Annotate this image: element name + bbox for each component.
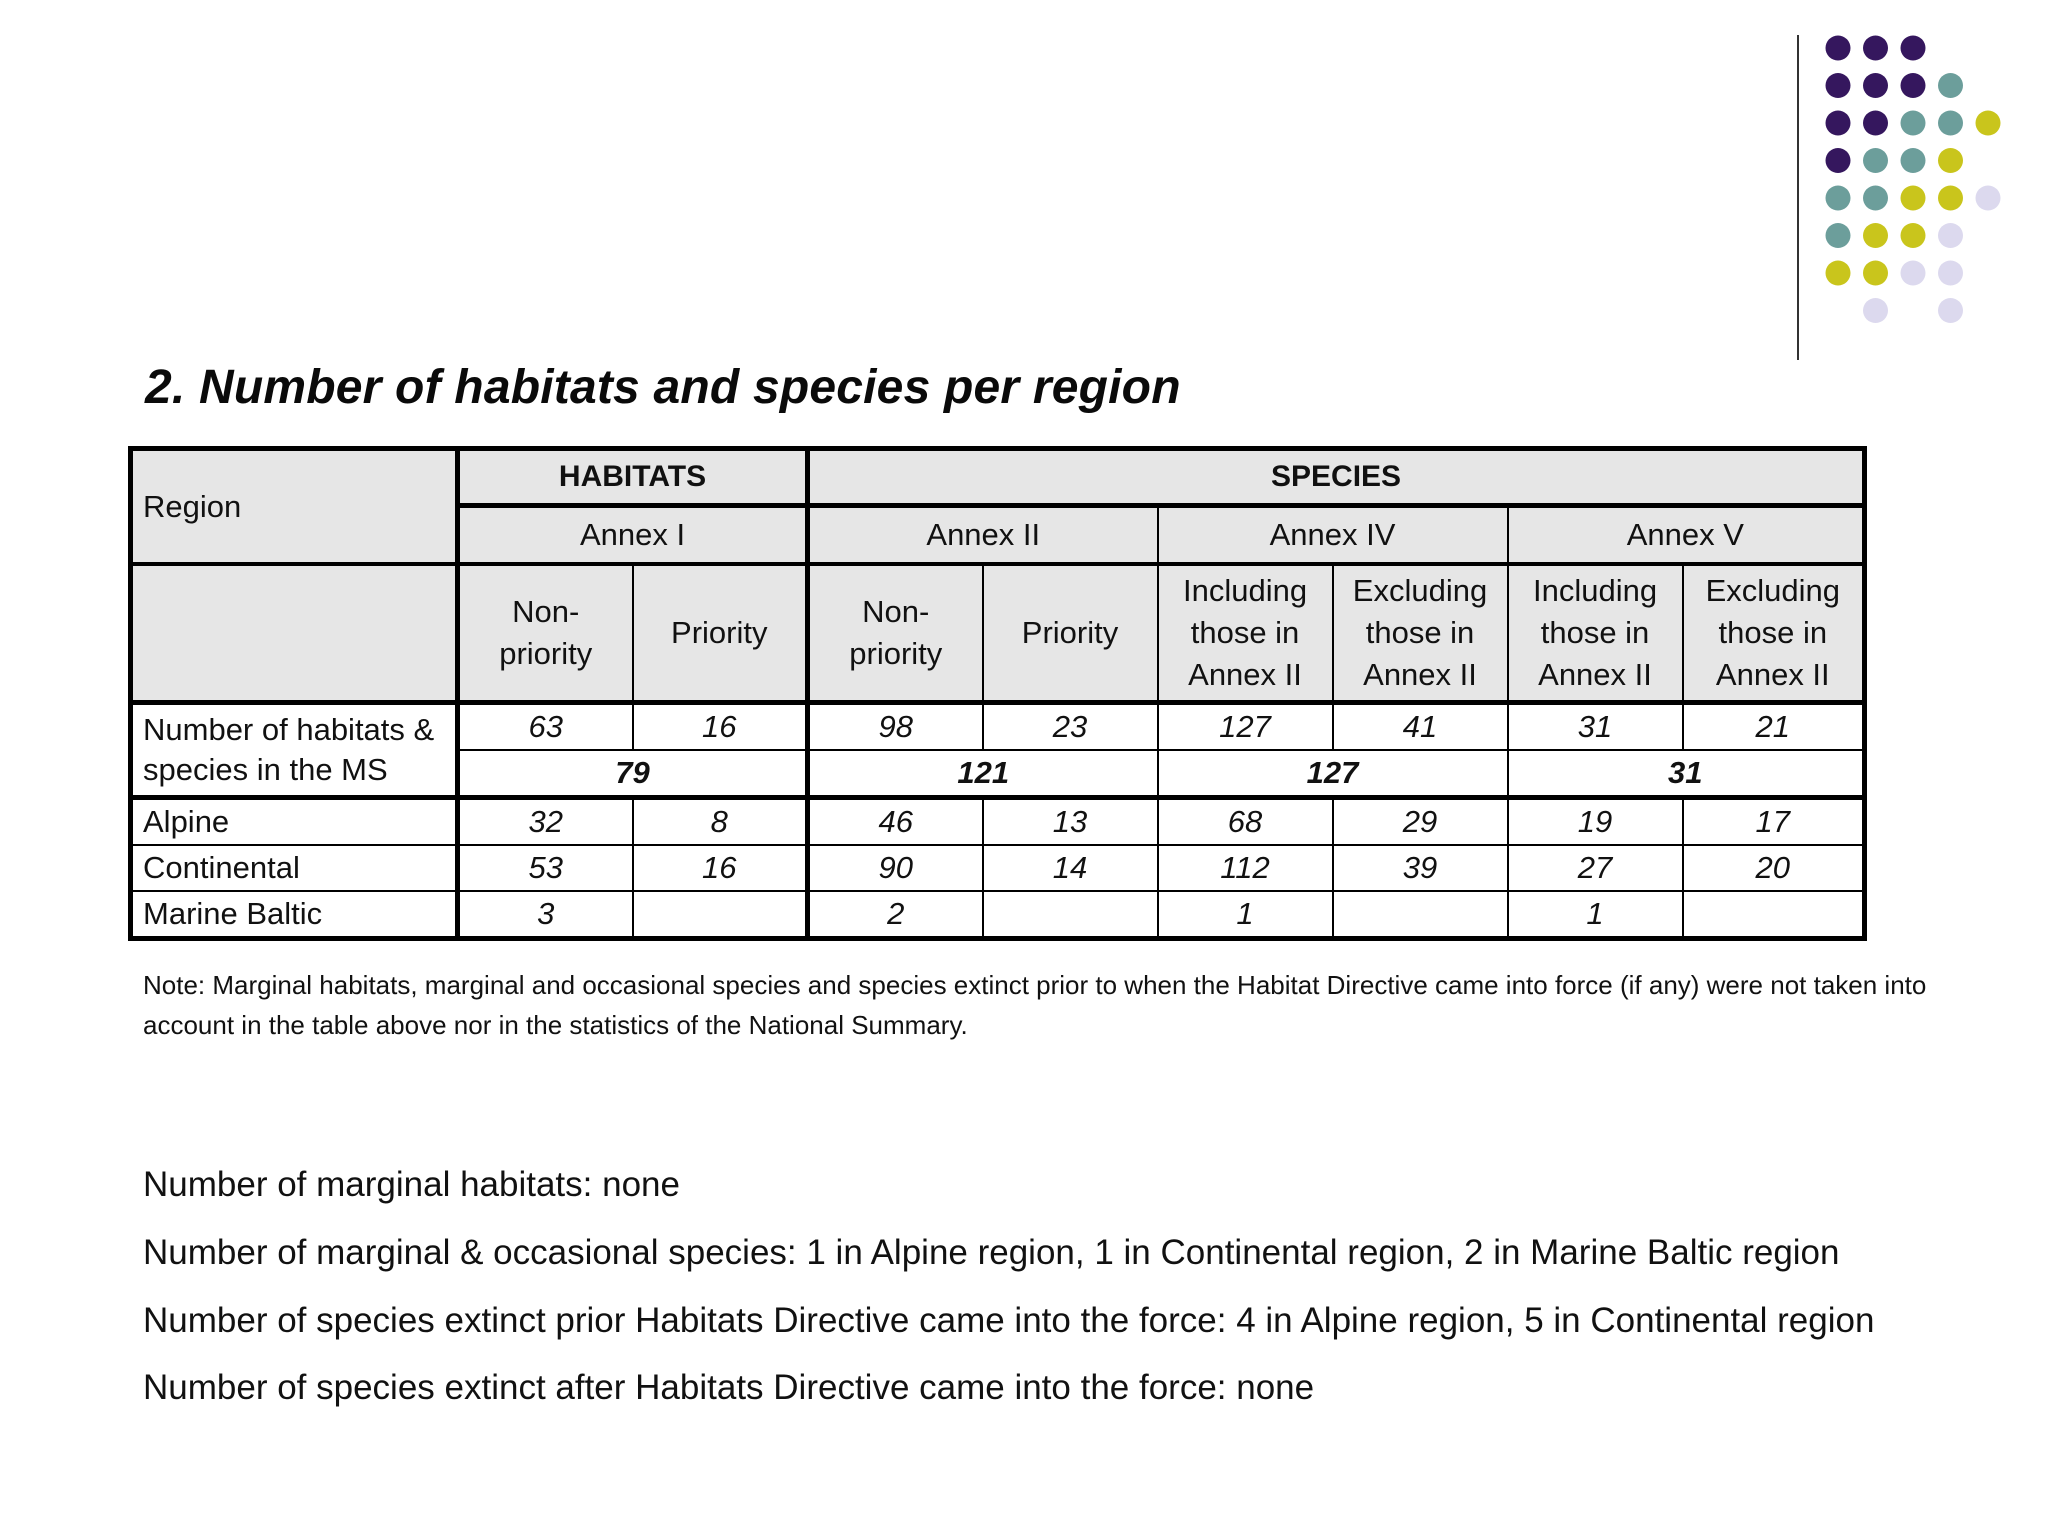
decorative-dot	[1901, 261, 1926, 286]
table-cell: 16	[633, 703, 808, 751]
decorative-dot	[1938, 148, 1963, 173]
decorative-dot	[1826, 73, 1851, 98]
table-cell	[1683, 891, 1865, 939]
table-cell: 13	[983, 798, 1158, 846]
summary-line-marginal-species: Number of marginal & occasional species: 1 in Alpine region, 1 in Continental region, 2 in Marine Baltic region	[143, 1233, 1840, 1272]
decorative-dot	[1938, 111, 1963, 136]
table-cell: 29	[1333, 798, 1508, 846]
sub-header-text: those in	[1718, 615, 1828, 650]
ms-row-label	[131, 703, 458, 798]
decorative-dot	[1863, 186, 1888, 211]
annex-header: Annex I	[458, 506, 808, 565]
sub-header-text: Annex II	[1188, 657, 1302, 692]
decorative-dot	[1863, 73, 1888, 98]
sub-header-excluding	[1683, 564, 1865, 703]
table-cell: 19	[1508, 798, 1683, 846]
table-cell: 39	[1333, 845, 1508, 891]
annex-header: Annex IV	[1158, 506, 1508, 565]
decorative-dot	[1938, 73, 1963, 98]
table-cell: 8	[633, 798, 808, 846]
ms-label-text: species in the MS	[143, 752, 388, 787]
total-cell: 127	[1158, 750, 1508, 798]
table-cell: 32	[458, 798, 633, 846]
sub-header-including	[1508, 564, 1683, 703]
table-cell: 127	[1158, 703, 1333, 751]
total-cell: 79	[458, 750, 808, 798]
table-row	[131, 798, 1865, 846]
decorative-dot	[1901, 111, 1926, 136]
table-cell	[633, 891, 808, 939]
sub-header-text: Annex II	[1363, 657, 1477, 692]
table-cell: 63	[458, 703, 633, 751]
sub-header-text: Non-	[862, 594, 930, 629]
table-cell: 3	[458, 891, 633, 939]
decorative-dot	[1938, 298, 1963, 323]
decorative-dot	[1938, 186, 1963, 211]
sub-header-text: Including	[1182, 573, 1308, 608]
decorative-dot-grid	[0, 0, 2048, 340]
sub-header-text: Annex II	[1715, 657, 1830, 692]
table-cell	[1333, 891, 1508, 939]
table-cell: 112	[1158, 845, 1333, 891]
table-note: Note: Marginal habitats, marginal and occasional species and species extinct prior to when the Habitat Directive came into force (if any) were not taken into account in the table above nor in the statistics of the National Summary.	[143, 970, 1927, 1040]
sub-header-text: priority	[849, 636, 943, 671]
sub-header-text: Annex II	[1538, 657, 1652, 692]
decorative-dot	[1826, 148, 1851, 173]
sub-header-priority: Priority	[633, 564, 808, 703]
decorative-dot	[1863, 223, 1888, 248]
species-header: SPECIES	[808, 449, 1865, 506]
table-cell: 27	[1508, 845, 1683, 891]
annex-header: Annex II	[808, 506, 1158, 565]
decorative-dot	[1901, 148, 1926, 173]
decorative-dot	[1901, 36, 1926, 61]
sub-header-text: those in	[1540, 615, 1650, 650]
summary-line-marginal-habitats: Number of marginal habitats: none	[143, 1165, 680, 1204]
decorative-dot	[1863, 36, 1888, 61]
sub-header-text: Including	[1532, 573, 1658, 608]
summary-line-extinct-after: Number of species extinct after Habitats Directive came into the force: none	[143, 1368, 1315, 1407]
decorative-dot	[1826, 223, 1851, 248]
row-label: Marine Baltic	[131, 891, 458, 939]
sub-header-non-priority	[808, 564, 983, 703]
decorative-dot	[1901, 223, 1926, 248]
decorative-dot	[1976, 111, 2001, 136]
row-label: Continental	[131, 845, 458, 891]
table-cell: 20	[1683, 845, 1865, 891]
sub-header-non-priority	[458, 564, 633, 703]
table-cell: 21	[1683, 703, 1865, 751]
sub-header-text: Excluding	[1705, 573, 1840, 608]
sub-header-text: those in	[1190, 615, 1300, 650]
empty-header-cell	[131, 564, 458, 703]
decorative-dot	[1901, 186, 1926, 211]
table-cell	[983, 891, 1158, 939]
table-cell: 14	[983, 845, 1158, 891]
table-cell: 41	[1333, 703, 1508, 751]
table-cell: 16	[633, 845, 808, 891]
decorative-dot	[1863, 261, 1888, 286]
decorative-dot	[1976, 186, 2001, 211]
sub-header-text: those in	[1365, 615, 1475, 650]
table-cell: 1	[1508, 891, 1683, 939]
total-cell: 121	[808, 750, 1158, 798]
decorative-dot	[1863, 111, 1888, 136]
habitats-header: HABITATS	[458, 449, 808, 506]
annex-header: Annex V	[1508, 506, 1865, 565]
decorative-dot	[1901, 73, 1926, 98]
decorative-dot	[1826, 261, 1851, 286]
sub-header-text: priority	[499, 636, 593, 671]
sub-header-text: Non-	[512, 594, 580, 629]
table-cell: 90	[808, 845, 983, 891]
decorative-dot	[1863, 148, 1888, 173]
table-cell: 1	[1158, 891, 1333, 939]
sub-header-excluding	[1333, 564, 1508, 703]
ms-label-text: Number of habitats &	[143, 712, 435, 747]
table-cell: 23	[983, 703, 1158, 751]
table-row	[131, 891, 1865, 939]
decorative-dot	[1863, 298, 1888, 323]
decorative-dot	[1938, 223, 1963, 248]
table-cell: 31	[1508, 703, 1683, 751]
sub-header-including	[1158, 564, 1333, 703]
table-row	[131, 845, 1865, 891]
table-cell: 68	[1158, 798, 1333, 846]
row-label: Alpine	[131, 798, 458, 846]
decorative-dot	[1826, 36, 1851, 61]
total-cell: 31	[1508, 750, 1865, 798]
page-title: 2. Number of habitats and species per region	[145, 361, 1181, 414]
region-header: Region	[131, 449, 458, 565]
table-cell: 17	[1683, 798, 1865, 846]
table-cell: 98	[808, 703, 983, 751]
sub-header-priority: Priority	[983, 564, 1158, 703]
habitats-species-table	[128, 446, 1867, 941]
sub-header-text: Excluding	[1352, 573, 1488, 608]
table-cell: 46	[808, 798, 983, 846]
decorative-dot	[1938, 261, 1963, 286]
summary-line-extinct-prior: Number of species extinct prior Habitats Directive came into the force: 4 in Alpine region, 5 in Continental region	[143, 1301, 1875, 1340]
table-cell: 2	[808, 891, 983, 939]
decorative-dot	[1826, 111, 1851, 136]
decorative-dot	[1826, 186, 1851, 211]
table-cell: 53	[458, 845, 633, 891]
